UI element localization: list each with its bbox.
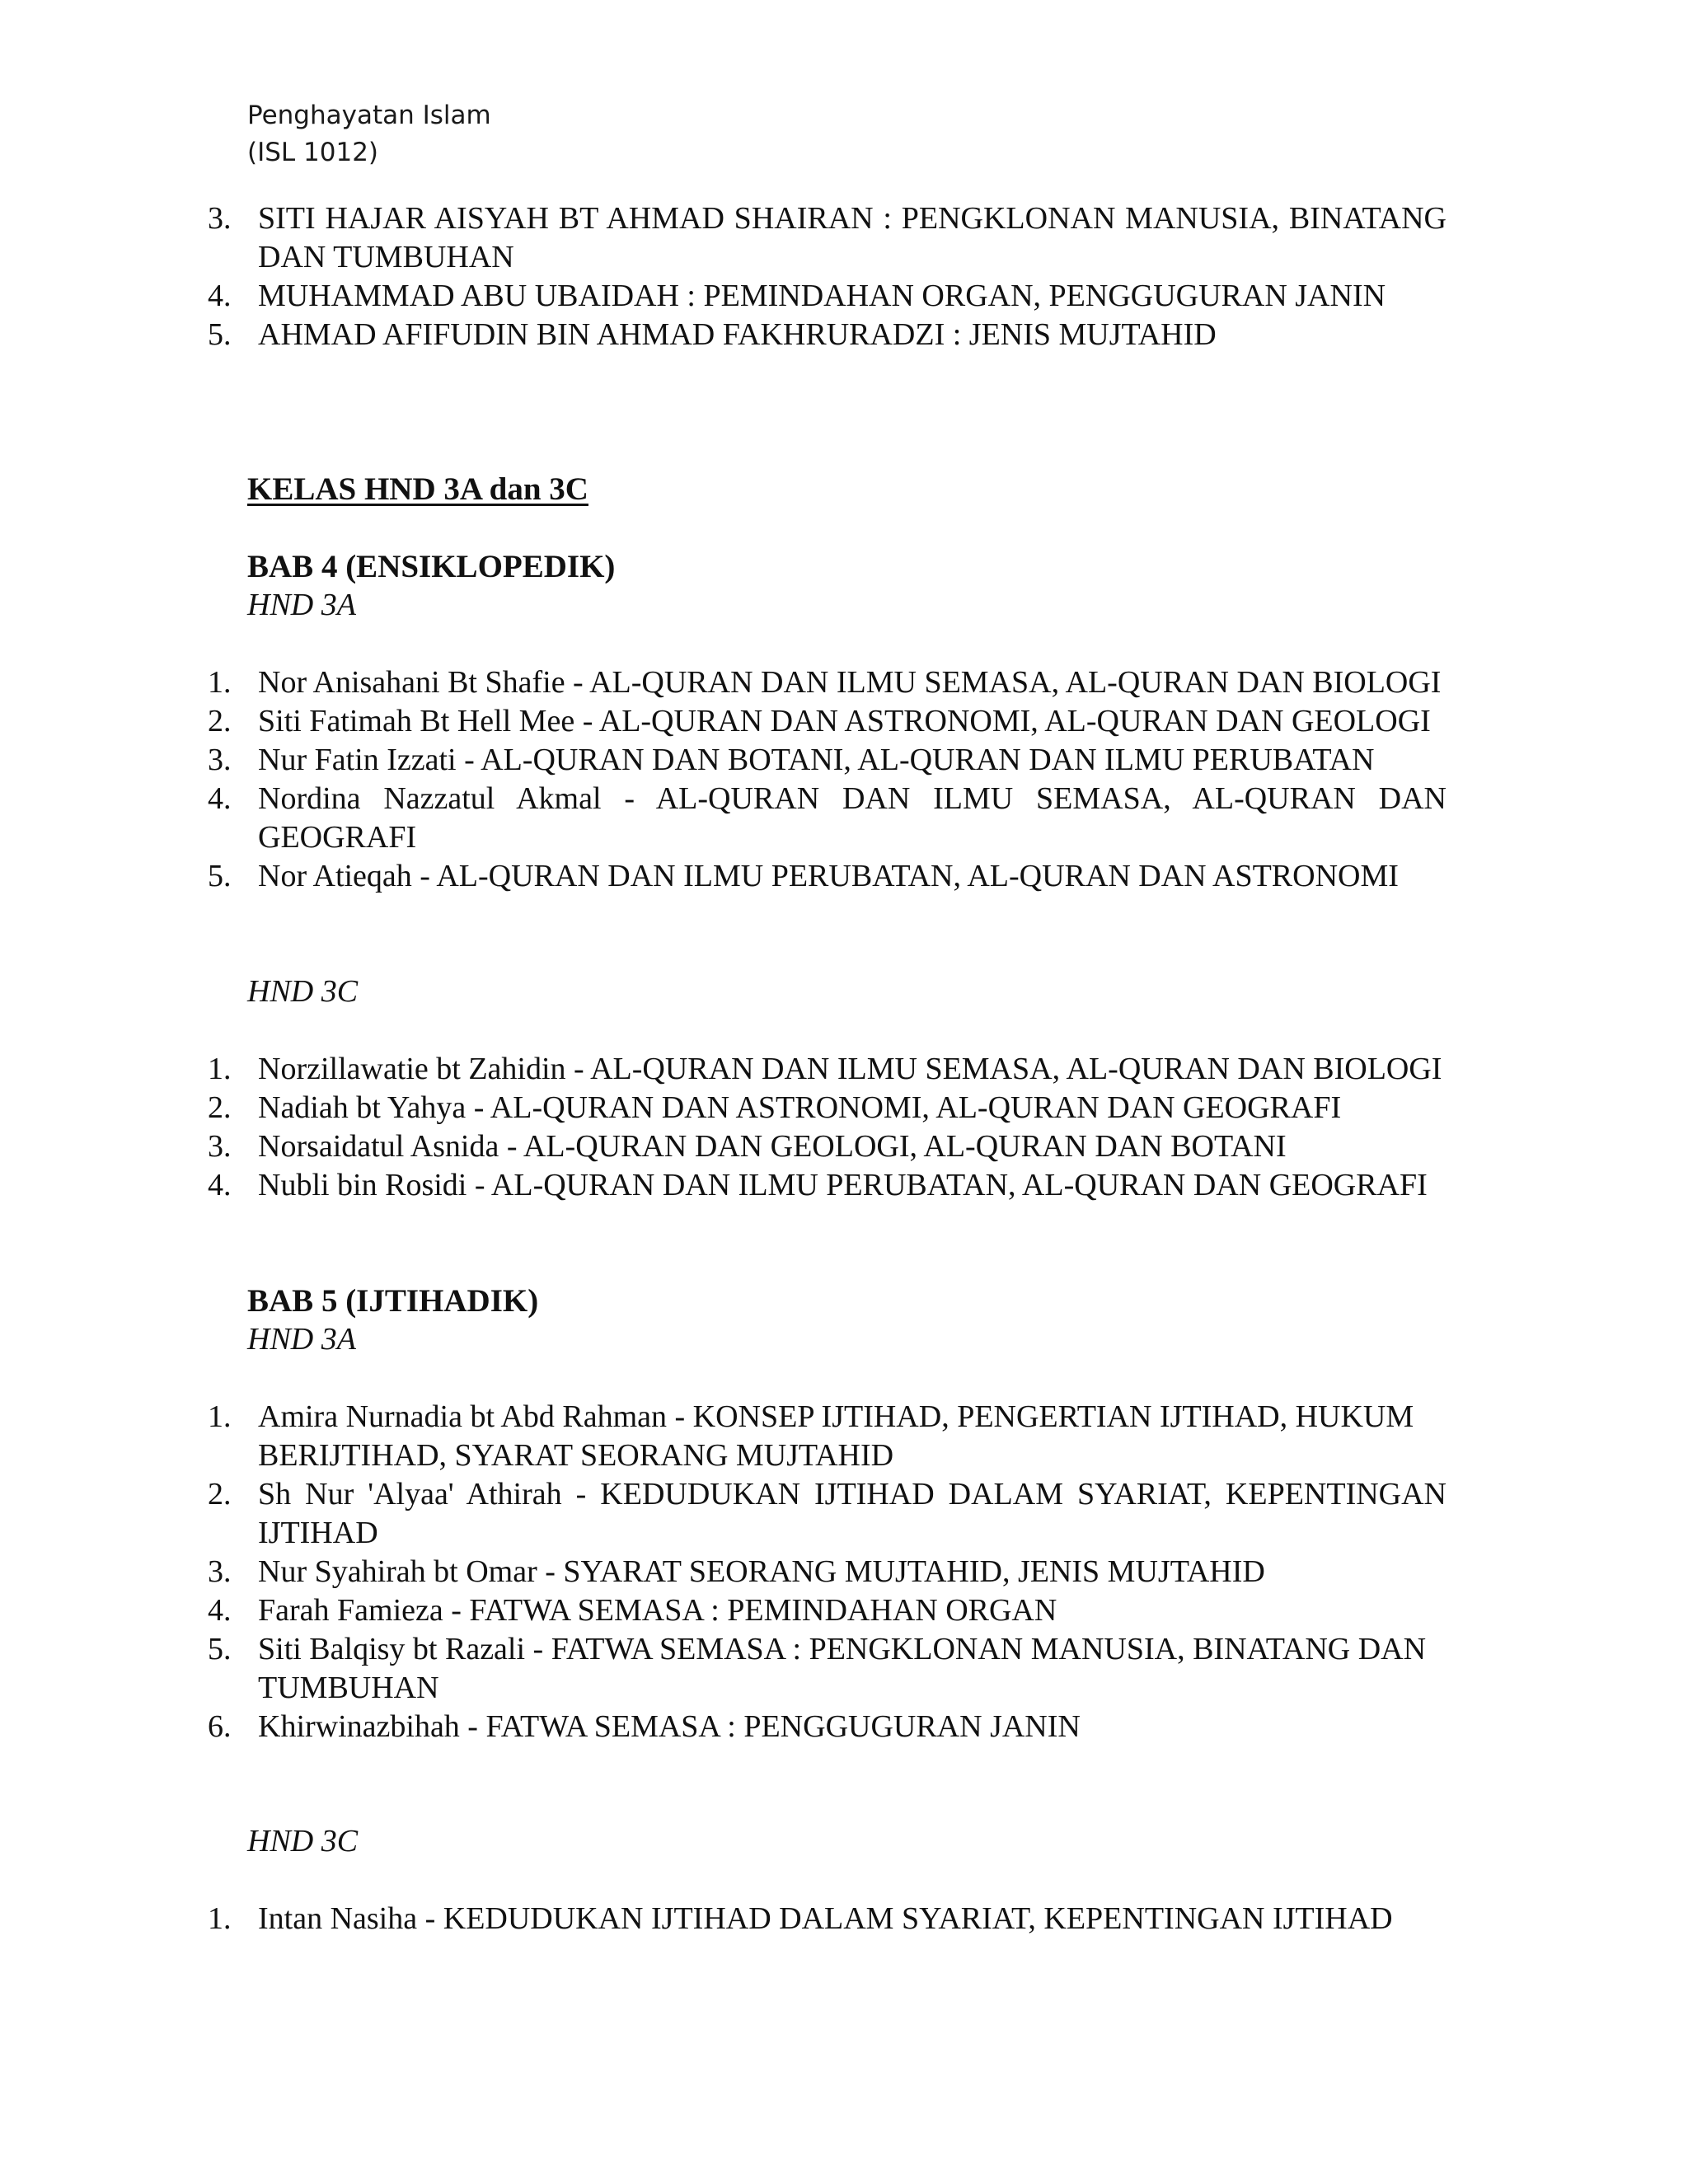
bab4-hnd3a-list bbox=[0, 663, 1688, 896]
list-item bbox=[0, 1591, 1688, 1630]
list-number: 5. bbox=[208, 859, 232, 893]
bab4-hnd3c-list bbox=[0, 1050, 1688, 1205]
list-text: MUHAMMAD ABU UBAIDAH : PEMINDAHAN ORGAN, PENGGUGURAN JANIN bbox=[258, 279, 1386, 313]
list-item bbox=[0, 857, 1688, 896]
list-number: 4. bbox=[208, 781, 232, 816]
list-item bbox=[0, 1050, 1688, 1089]
list-text: Nor Anisahani Bt Shafie - AL-QURAN DAN ILMU SEMASA, AL-QURAN DAN BIOLOGI bbox=[258, 665, 1442, 700]
list-item bbox=[0, 663, 1688, 702]
list-number: 4. bbox=[208, 1593, 232, 1628]
list-text: Norzillawatie bt Zahidin - AL-QURAN DAN ILMU SEMASA, AL-QURAN DAN BIOLOGI bbox=[258, 1052, 1442, 1086]
list-text: Khirwinazbihah - FATWA SEMASA : PENGGUGURAN JANIN bbox=[258, 1709, 1081, 1744]
list-item bbox=[0, 1630, 1688, 1708]
list-item bbox=[0, 1708, 1688, 1746]
bab5-hnd3c-list bbox=[0, 1900, 1688, 1938]
list-item bbox=[0, 1127, 1688, 1166]
bab5-hnd3c-label: HND 3C bbox=[247, 1824, 359, 1858]
bab4-hnd3a-label: HND 3A bbox=[247, 588, 356, 622]
list-number: 3. bbox=[208, 743, 232, 777]
bab4-title: BAB 4 (ENSIKLOPEDIK) bbox=[247, 549, 616, 584]
list-text: Amira Nurnadia bt Abd Rahman - KONSEP IJTIHAD, PENGERTIAN IJTIHAD, HUKUM BERIJTIHAD, SYARAT SEORANG MUJTAHID bbox=[258, 1399, 1414, 1473]
list-text: Nur Fatin Izzati - AL-QURAN DAN BOTANI, AL-QURAN DAN ILMU PERUBATAN bbox=[258, 743, 1375, 777]
list-item bbox=[0, 199, 1688, 277]
course-code: (ISL 1012) bbox=[247, 138, 379, 167]
list-number: 3. bbox=[208, 1554, 232, 1589]
list-number: 4. bbox=[208, 279, 232, 313]
list-number: 5. bbox=[208, 317, 232, 352]
list-number: 1. bbox=[208, 1901, 232, 1936]
list-text: Nadiah bt Yahya - AL-QURAN DAN ASTRONOMI, AL-QURAN DAN GEOGRAFI bbox=[258, 1090, 1342, 1125]
list-text: Nubli bin Rosidi - AL-QURAN DAN ILMU PERUBATAN, AL-QURAN DAN GEOGRAFI bbox=[258, 1168, 1428, 1202]
course-name: Penghayatan Islam bbox=[247, 101, 491, 130]
list-number: 4. bbox=[208, 1168, 232, 1202]
list-number: 1. bbox=[208, 1399, 232, 1434]
list-number: 2. bbox=[208, 1090, 232, 1125]
list-text: Nor Atieqah - AL-QURAN DAN ILMU PERUBATAN, AL-QURAN DAN ASTRONOMI bbox=[258, 859, 1399, 893]
page-header bbox=[247, 97, 491, 171]
list-text: Sh Nur 'Alyaa' Athirah - KEDUDUKAN IJTIHAD DALAM SYARIAT, KEPENTINGAN IJTIHAD bbox=[258, 1477, 1447, 1550]
list-item bbox=[0, 780, 1688, 857]
list-text: Nur Syahirah bt Omar - SYARAT SEORANG MUJTAHID, JENIS MUJTAHID bbox=[258, 1554, 1265, 1589]
list-text: SITI HAJAR AISYAH BT AHMAD SHAIRAN : PENGKLONAN MANUSIA, BINATANG DAN TUMBUHAN bbox=[258, 201, 1447, 274]
list-number: 2. bbox=[208, 1477, 232, 1511]
list-item bbox=[0, 1166, 1688, 1205]
list-number: 1. bbox=[208, 1052, 232, 1086]
list-text: AHMAD AFIFUDIN BIN AHMAD FAKHRURADZI : JENIS MUJTAHID bbox=[258, 317, 1217, 352]
class-title: KELAS HND 3A dan 3C bbox=[247, 471, 588, 507]
list-text: Nordina Nazzatul Akmal - AL-QURAN DAN ILMU SEMASA, AL-QURAN DAN GEOGRAFI bbox=[258, 781, 1447, 855]
list-text: Siti Fatimah Bt Hell Mee - AL-QURAN DAN ASTRONOMI, AL-QURAN DAN GEOLOGI bbox=[258, 704, 1431, 738]
list-item bbox=[0, 1553, 1688, 1591]
list-text: Farah Famieza - FATWA SEMASA : PEMINDAHAN ORGAN bbox=[258, 1593, 1057, 1628]
list-item bbox=[0, 316, 1688, 354]
list-item bbox=[0, 1398, 1688, 1475]
list-text: Norsaidatul Asnida - AL-QURAN DAN GEOLOGI, AL-QURAN DAN BOTANI bbox=[258, 1129, 1287, 1164]
list-item bbox=[0, 741, 1688, 780]
list-text: Siti Balqisy bt Razali - FATWA SEMASA : PENGKLONAN MANUSIA, BINATANG DAN TUMBUHAN bbox=[258, 1632, 1427, 1705]
bab4-hnd3c-label: HND 3C bbox=[247, 974, 359, 1009]
list-item bbox=[0, 702, 1688, 741]
list-number: 3. bbox=[208, 1129, 232, 1164]
list-item bbox=[0, 1900, 1688, 1938]
list-number: 2. bbox=[208, 704, 232, 738]
list-number: 1. bbox=[208, 665, 232, 700]
list-item bbox=[0, 1475, 1688, 1553]
bab5-title: BAB 5 (IJTIHADIK) bbox=[247, 1283, 539, 1319]
list-item bbox=[0, 277, 1688, 316]
assignment-list-top bbox=[0, 199, 1688, 354]
list-number: 6. bbox=[208, 1709, 232, 1744]
bab5-hnd3a-label: HND 3A bbox=[247, 1322, 356, 1357]
bab5-hnd3a-list bbox=[0, 1398, 1688, 1746]
list-item bbox=[0, 1089, 1688, 1127]
list-number: 3. bbox=[208, 201, 232, 236]
list-number: 5. bbox=[208, 1632, 232, 1666]
list-text: Intan Nasiha - KEDUDUKAN IJTIHAD DALAM SYARIAT, KEPENTINGAN IJTIHAD bbox=[258, 1901, 1393, 1936]
